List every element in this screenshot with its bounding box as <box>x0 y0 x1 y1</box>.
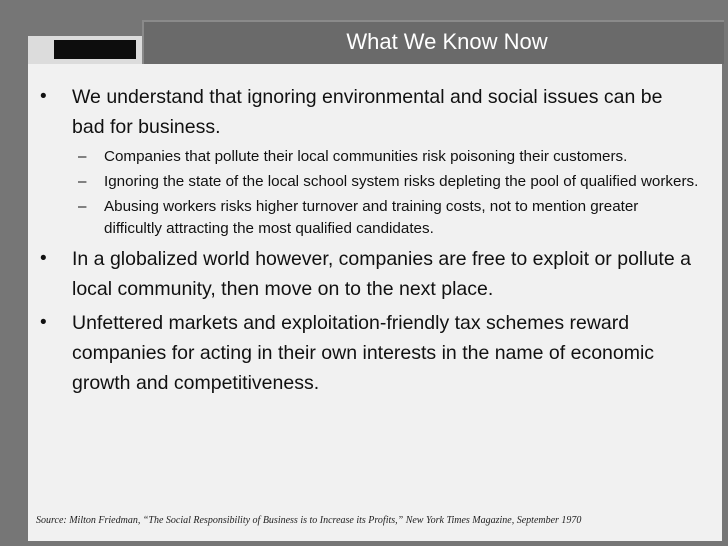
sub-bullet-text: Ignoring the state of the local school system risks depleting the pool of qualified workers. <box>104 173 699 190</box>
dash-marker: – <box>78 173 87 190</box>
dash-marker: – <box>78 148 87 165</box>
bullet-marker: • <box>40 312 47 333</box>
sub-bullet-item <box>40 196 700 240</box>
sub-bullet-text: Companies that pollute their local communities risk poisoning their customers. <box>104 148 628 165</box>
page-title: What We Know Now <box>346 29 548 54</box>
bullet-marker: • <box>40 248 47 269</box>
bullet-item <box>40 244 700 304</box>
bullet-text: In a globalized world however, companies are free to exploit or pollute a local community, then move on to the next place. <box>72 248 691 300</box>
sub-bullet-item <box>40 146 700 168</box>
bullet-marker: • <box>40 86 47 107</box>
source-citation: Source: Milton Friedman, “The Social Responsibility of Business is to Increase its Profits,” New York Times Magazine, September 1970 <box>36 515 582 526</box>
bullet-text: We understand that ignoring environmental and social issues can be bad for business. <box>72 86 663 138</box>
bullet-text: Unfettered markets and exploitation-friendly tax schemes reward companies for acting in their own interests in the name of economic growth and competitiveness. <box>72 312 655 394</box>
sub-bullet-item <box>40 171 700 193</box>
sub-bullet-text: Abusing workers risks higher turnover and training costs, not to mention greater difficultly attracting the most qualified candidates. <box>104 198 639 237</box>
header-tab <box>54 40 136 59</box>
bullet-item <box>40 82 700 142</box>
bullet-item <box>40 308 700 398</box>
dash-marker: – <box>78 198 87 215</box>
bullet-list <box>40 82 700 402</box>
